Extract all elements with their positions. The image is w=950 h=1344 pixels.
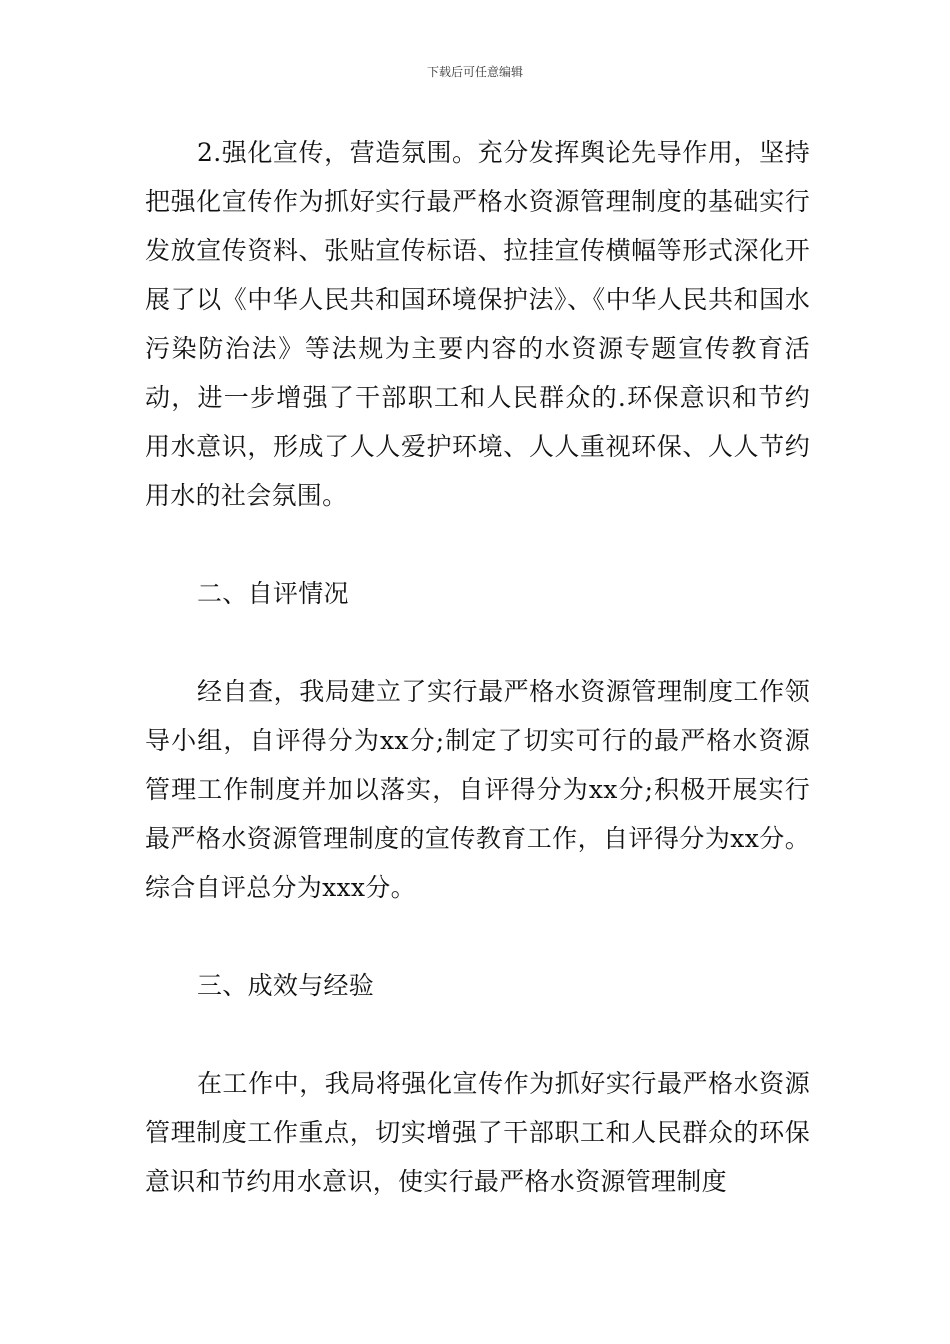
paragraph-gap [145,520,810,569]
section-heading-self-evaluation: 二、自评情况 [197,579,349,608]
paragraph-gap [145,1010,810,1059]
paragraph-results: 在工作中，我局将强化宣传作为抓好实行最严格水资源管理制度工作重点，切实增强了干部职工和人民群众的环保意识和节约用水意识，使实行最严格水资源管理制度 [145,1069,810,1196]
paragraph-gap [145,912,810,961]
paragraph-publicity: 2.强化宣传，营造氛围。充分发挥舆论先导作用，坚持把强化宣传作为抓好实行最严格水资源管理制度的基础实行发放宣传资料、张贴宣传标语、拉挂宣传横幅等形式深化开展了以《中华人民共和国环境保护法》、《中华人民共和国水污染防治法》等法规为主要内容的水资源专题宣传教育活动，进一步增强了干部职工和人民群众的.环保意识和节约用水意识，形成了人人爱护环境、人人重视环保、人人节约用水的社会氛围。 [145,138,810,510]
page-header: 下载后可任意编辑 [426,65,523,79]
paragraph-gap [145,618,810,667]
paragraph-self-evaluation: 经自查，我局建立了实行最严格水资源管理制度工作领导小组，自评得分为xx分;制定了切实可行的最严格水资源管理工作制度并加以落实，自评得分为xx分;积极开展实行最严格水资源管理制度的宣传教育工作，自评得分为xx分。综合自评总分为xxx分。 [145,677,810,902]
document-body [145,128,810,1206]
section-heading-results: 三、成效与经验 [197,971,375,1000]
